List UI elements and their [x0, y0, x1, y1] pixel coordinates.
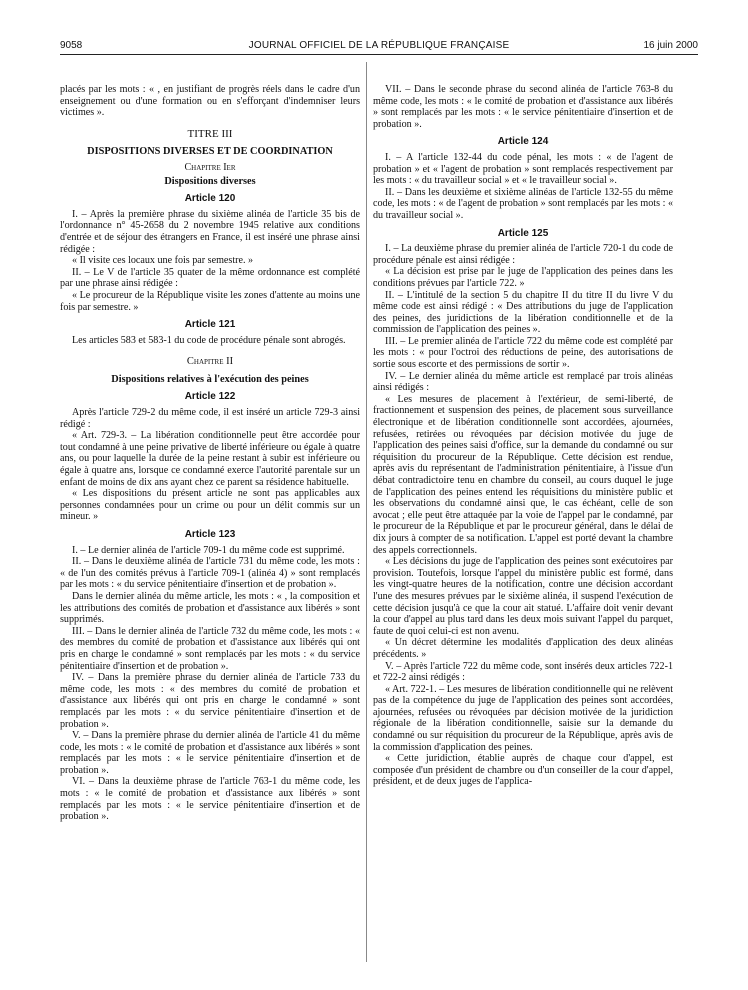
column-divider — [366, 62, 367, 962]
article-heading: Article 123 — [184, 529, 236, 540]
paragraph: « Les mesures de placement à l'extérieur, de semi-liberté, de fractionnement et suspension des peines, de placement sous surveillance électronique et de libération conditionnelle sont accordées, ajournées, refusées, retirées ou révoquées par décision motivée du juge de l'application des peines saisi d'office, sur la demande du condamné ou sur réquisition du procureur de la République. Cette décision est rendue, après avis du représentant de l'administration pénitentiaire, à l'issue d'un débat contradictoire tenu en chambre du conseil, au cours duquel le juge de l'application des peines entend les réquisitions du ministère public et les observations du condamné ainsi que, le cas échéant, celle de son avocat ; elle peut être attaquée par la voie de l'appel par le condamné, par le procureur de la République et par le procureur général, dans le délai de dix jours à compter de sa notification. L'appel est porté devant la chambre des appels correctionnels. — [373, 393, 673, 556]
paragraph: « Art. 729-3. – La libération conditionnelle peut être accordée pour tout condamné à une peine privative de liberté inférieure ou égale à quatre ans, ou pour laquelle la durée de la peine restant à subir est inférieure ou égale à quatre ans, lorsque ce condamné exerce l'autorité parentale sur un enfant de moins de dix ans ayant chez ce parent sa résidence habituelle. — [60, 430, 360, 488]
article-heading: Article 121 — [184, 319, 236, 331]
paragraph: « Les dispositions du présent article ne sont pas applicables aux personnes condamnées pour un crime ou pour un délit commis sur un mineur. » — [60, 488, 360, 523]
journal-title: JOURNAL OFFICIEL DE LA RÉPUBLIQUE FRANÇAISE — [248, 40, 510, 51]
paragraph: « Les décisions du juge de l'application des peines sont exécutoires par provision. Toutefois, lorsque l'appel du ministère public est formé, dans les vingt-quatre heures de la notification, contre une décision accordant l'une des mesures prévues par le sixième alinéa, il suspend l'exécution de cette décision jusqu'à ce que la cour ait statué. L'affaire doit venir devant la cour d'appel au plus tard dans les deux mois suivant l'appel du parquet, faute de quoi celui-ci est non avenu. — [373, 556, 673, 637]
paragraph: Après l'article 729-2 du même code, il est inséré un article 729-3 ainsi rédigé : — [60, 407, 360, 430]
paragraph: I. – La deuxième phrase du premier alinéa de l'article 720-1 du code de procédure pénale est ainsi rédigée : — [373, 243, 673, 266]
paragraph: IV. – Dans la première phrase du dernier alinéa de l'article 733 du même code, les mots : « des membres du comité de probation et d'assistance aux libérés qui ont pris en charge le condamné » sont remplacés par les mots : « du service pénitentiaire d'insertion et de probation ». — [60, 672, 360, 730]
paragraph: II. – Dans le deuxième alinéa de l'article 731 du même code, les mots : « de l'un des comités prévus à l'article 709-1 (alinéa 4) » sont remplacés par les mots : « du service pénitentiaire d'insertion et de probation ». — [60, 556, 360, 591]
paragraph: Les articles 583 et 583-1 du code de procédure pénale sont abrogés. — [72, 334, 346, 346]
paragraph: II. – L'intitulé de la section 5 du chapitre II du titre II du livre V du même code est ainsi rédigé : « Des attributions du juge de l'application des peines, des juridictions de la libération conditionnelle et de la commission de l'application des peines ». — [373, 289, 673, 336]
paragraph: III. – Le premier alinéa de l'article 722 du même code est complété par les mots : « pour l'octroi des réductions de peine, des autorisations de sortie sous escorte et des permissions de sortir ». — [373, 335, 673, 371]
paragraph: V. – Dans la première phrase du dernier alinéa de l'article 41 du même code, les mots : « le comité de probation et d'assistance aux libérés » sont remplacés par les mots : « le service pénitentiaire d'insertion et de probation ». — [60, 730, 360, 776]
article-heading: Article 120 — [184, 193, 236, 205]
chapter-title: Dispositions diverses — [164, 175, 256, 187]
paragraph: II. – Le V de l'article 35 quater de la même ordonnance est complété par une phrase ainsi rédigée : — [60, 266, 360, 290]
paragraph: « Il visite ces locaux une fois par semestre. » — [72, 255, 254, 267]
titre-heading: TITRE III — [187, 127, 233, 140]
paragraph: Dans le dernier alinéa du même article, les mots : « , la composition et les attributions des comités de probation et d'assistance aux libérés » sont supprimés. — [60, 590, 360, 626]
page-number: 9058 — [60, 40, 83, 51]
paragraph: « La décision est prise par le juge de l'application des peines dans les conditions prévues par l'article 722. » — [373, 266, 673, 289]
paragraph: II. – Dans les deuxième et sixième alinéas de l'article 132-55 du même code, les mots : « de l'agent de probation » sont remplacés par les mots : « du travailleur social ». — [373, 186, 673, 221]
chapter-heading: Chapitre II — [186, 356, 234, 368]
chapter-title: Dispositions relatives à l'exécution des peines — [111, 373, 309, 385]
paragraph: « Un décret détermine les modalités d'application des deux alinéas précédents. » — [373, 637, 673, 660]
article-heading: Article 125 — [497, 227, 549, 239]
paragraph: I. – Le dernier alinéa de l'article 709-1 du même code est supprimé. — [72, 544, 345, 556]
chapter-heading: Chapitre Ier — [184, 161, 236, 173]
issue-date: 16 juin 2000 — [643, 40, 698, 51]
page-header — [60, 40, 698, 54]
paragraph: VII. – Dans le seconde phrase du second alinéa de l'article 763-8 du même code, les mots : « le comité de probation et d'assistance aux libérés » sont remplacés par les mots : « le service pénitentiaire d'insertion et de probation ». — [373, 84, 673, 130]
paragraph: VI. – Dans la deuxième phrase de l'article 763-1 du même code, les mots : « le comité de probation et d'assistance aux libérés » sont remplacés par les mots : « le service pénitentiaire d'insertion et de probation ». — [60, 776, 360, 823]
paragraph: V. – Après l'article 722 du même code, sont insérés deux articles 722-1 et 722-2 ainsi rédigés : — [373, 660, 673, 684]
paragraph: III. – Dans le dernier alinéa de l'article 732 du même code, les mots : « des membres du comité de probation et d'assistance aux libérés qui ont pris en charge le condamné » sont remplacés par les mots : « du service pénitentiaire d'insertion et de probation ». — [60, 625, 360, 672]
titre-subheading: DISPOSITIONS DIVERSES ET DE COORDINATION — [87, 146, 333, 158]
left-column — [60, 84, 360, 823]
header-rule — [60, 54, 698, 55]
paragraph: I. – A l'article 132-44 du code pénal, les mots : « de l'agent de probation » et « l'agent de probation » sont remplacés respectivement par les mots : « du travailleur social » et « le travailleur social ». — [373, 151, 673, 187]
paragraph: « Le procureur de la République visite les zones d'attente au moins une fois par semestre. » — [60, 289, 360, 313]
paragraph: placés par les mots : « , en justifiant de progrès réels dans le cadre d'un enseignement ou d'une formation ou en s'efforçant d'indemniser leurs victimes ». — [60, 84, 360, 119]
paragraph: « Cette juridiction, établie auprès de chaque cour d'appel, est composée d'un président de chambre ou d'un conseiller de la cour d'appel, président, et de deux juges de l'applica- — [373, 753, 673, 788]
paragraph: « Art. 722-1. – Les mesures de libération conditionnelle qui ne relèvent pas de la compétence du juge de l'application des peines sont accordées, ajournées, refusées ou révoquées par décision motivée de la juridiction régionale de la libération conditionnelle, saisie sur la demande du condamné ou sur réquisition du procureur de la République, après avis de la commission d'application des peines. — [373, 683, 673, 753]
right-column — [373, 84, 673, 788]
article-heading: Article 124 — [497, 136, 549, 148]
paragraph: I. – Après la première phrase du sixième alinéa de l'article 35 bis de l'ordonnance n° 45-2658 du 2 novembre 1945 relative aux conditions d'entrée et de séjour des étrangers en France, il est inséré une phrase ainsi rédigée : — [60, 208, 360, 255]
paragraph: IV. – Le dernier alinéa du même article est remplacé par trois alinéas ainsi rédigés : — [373, 370, 673, 394]
article-heading: Article 122 — [184, 391, 236, 403]
